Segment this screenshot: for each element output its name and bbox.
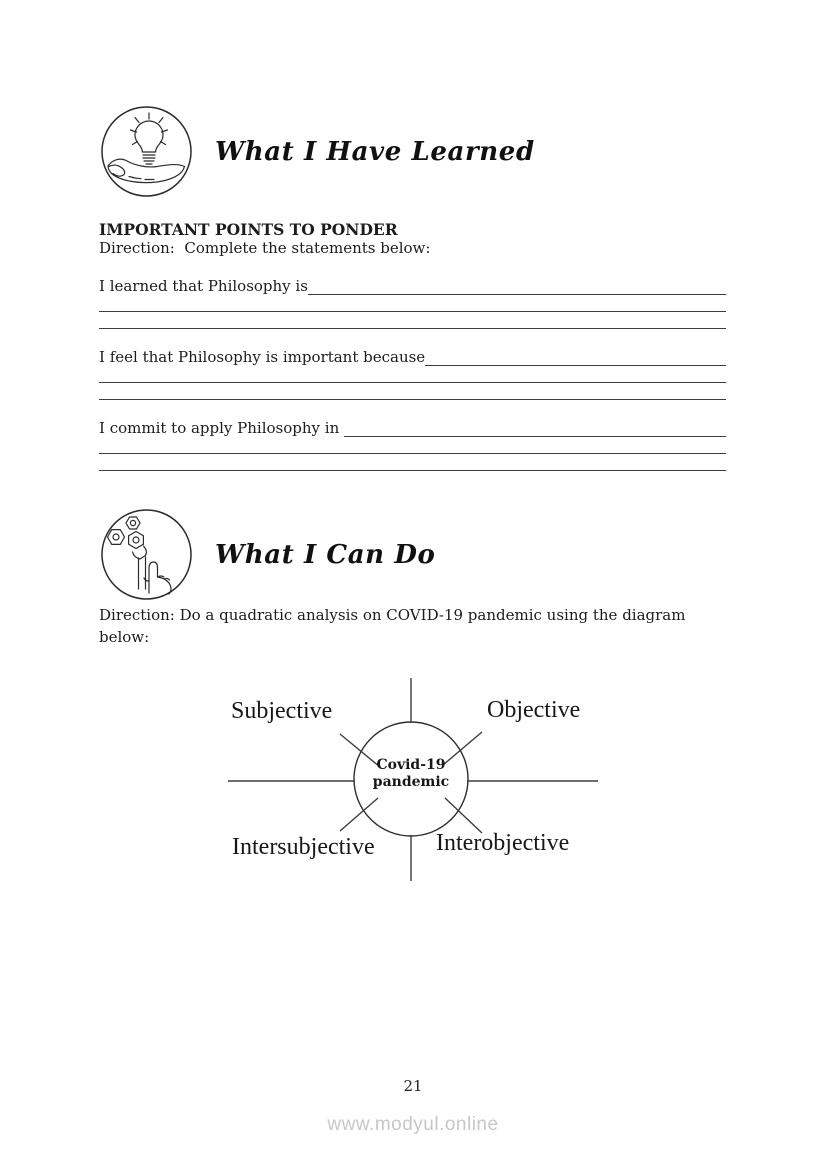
section1-direction-text: Direction: Complete the statements below:: [99, 239, 431, 257]
answer-blank-line: [99, 454, 726, 471]
watermark-text: www.modyul.online: [327, 1114, 499, 1135]
diagram-center-label: [346, 757, 476, 791]
page-number: 21: [403, 1077, 423, 1095]
diagram-center-line2: pandemic: [372, 774, 450, 790]
quadrant-analysis-diagram: [180, 659, 662, 891]
answer-blank-line: [99, 295, 726, 312]
section-what-i-can-do-header: [99, 507, 726, 602]
answer-blank-line: [99, 366, 726, 383]
statement-text: I learned that Philosophy is: [99, 277, 308, 295]
section2-direction-text: Direction: Do a quadratic analysis on COVID-19 pandemic using the diagram below:: [99, 606, 686, 646]
answer-blank-line: [344, 435, 726, 437]
statement-text: I feel that Philosophy is important because: [99, 348, 426, 366]
statement-group: [99, 274, 726, 329]
statement-group: [99, 416, 726, 471]
statement-text: I commit to apply Philosophy in: [99, 419, 345, 437]
section-what-i-have-learned-header: [99, 104, 726, 199]
statement-group: [99, 345, 726, 400]
quadrant-label-objective: Objective: [487, 697, 581, 723]
hand-wrench-icon: [99, 507, 194, 602]
answer-blank-line: [308, 293, 726, 295]
quadrant-label-subjective: Subjective: [231, 698, 333, 724]
quadrant-label-interobjective: Interobjective: [436, 830, 570, 856]
answer-blank-line: [99, 437, 726, 454]
diagram-center-line1: Covid-19: [376, 757, 446, 773]
answer-blank-line: [99, 312, 726, 329]
section-title: What I Have Learned: [215, 136, 535, 167]
answer-blank-line: [425, 364, 726, 366]
answer-blank-line: [99, 383, 726, 400]
section-title: What I Can Do: [215, 539, 436, 570]
quadrant-label-intersubjective: Intersubjective: [232, 834, 375, 860]
lightbulb-in-hand-icon: [99, 104, 194, 199]
important-points-heading: IMPORTANT POINTS TO PONDER: [99, 220, 398, 239]
